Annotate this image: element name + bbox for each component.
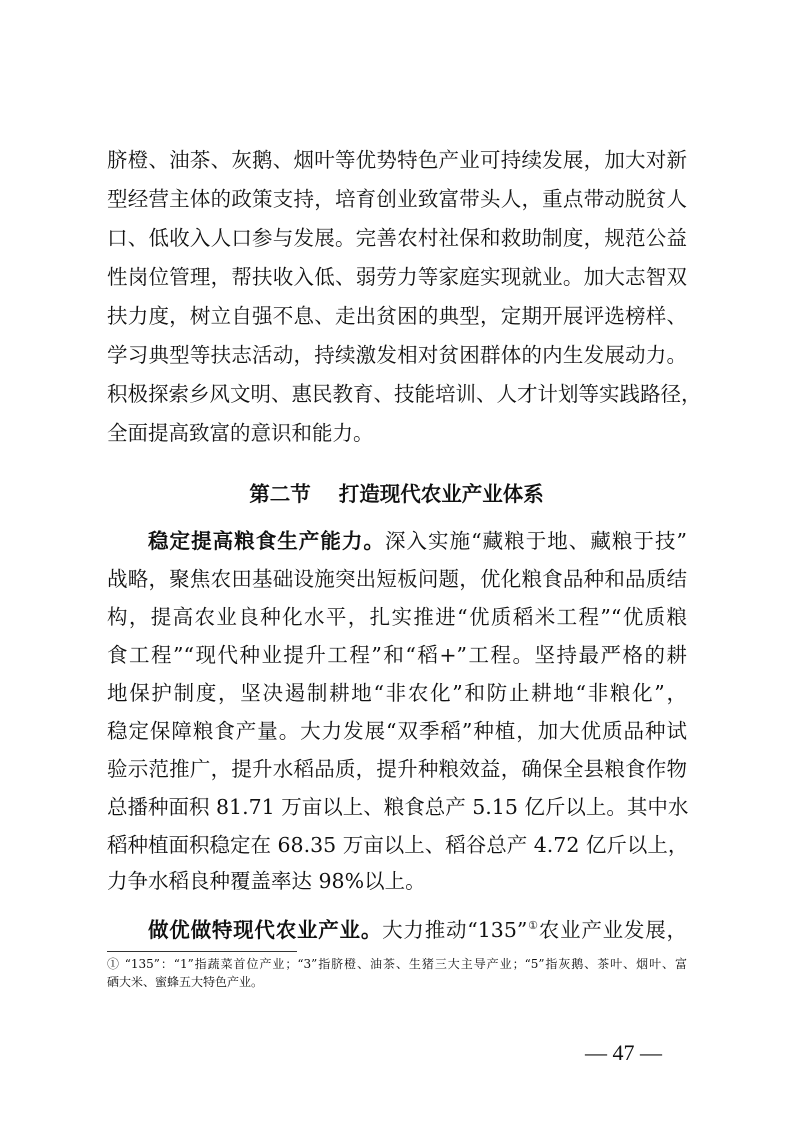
text-span: 深入实施“藏粮于地、藏粮于技” [384,529,687,553]
text-span: 大力推动“135” [382,918,528,942]
footnote-line: ① “135”：“1”指蔬菜首位产业；“3”指脐橙、油茶、生猪三大主导产业；“5”指灰鹅、茶叶、烟叶、富 [107,957,687,971]
text-line: 战略，聚焦农田基础设施突出短板问题，优化粮食品种和品质结 [107,567,687,591]
text-line: 构，提高农业良种化水平，扎实推进“优质稻米工程”“优质粮 [107,605,687,629]
text-line: 稳定保障粮食产量。大力发展“双季稻”种植，加大优质品种试 [107,719,687,743]
text-line: 脐橙、油茶、灰鹅、烟叶等优势特色产业可持续发展，加大对新 [107,148,687,172]
section-number: 第二节 [249,482,311,506]
text-line: 全面提高致富的意识和能力。 [107,421,374,445]
text-line: 食工程”“现代种业提升工程”和“稻+”工程。坚持最严格的耕 [107,643,687,667]
text-line: 力争水稻良种覆盖率达 98%以上。 [107,869,426,893]
text-line [148,529,687,553]
footnote-line: 硒大米、蜜蜂五大特色产业。 [107,975,264,989]
text-line: 总播种面积 81.71 万亩以上、粮食总产 5.15 亿斤以上。其中水 [107,795,689,819]
footnote-divider [107,951,297,952]
section-title: 打造现代农业产业体系 [338,482,544,506]
text-line: 扶力度，树立自强不息、走出贫困的典型，定期开展评选榜样、 [107,304,687,328]
text-line: 稻种植面积稳定在 68.35 万亩以上、稻谷总产 4.72 亿斤以上， [107,833,689,857]
text-line: 积极探索乡风文明、惠民教育、技能培训、人才计划等实践路径， [107,382,702,406]
section-heading [0,477,793,507]
text-span: 农业产业发展， [538,918,688,942]
paragraph-3 [148,914,687,942]
footnote-reference[interactable]: ① [527,919,539,932]
text-line: 地保护制度，坚决遏制耕地“非农化”和防止耕地“非粮化”， [107,681,687,705]
text-line: 学习典型等扶志活动，持续激发相对贫困群体的内生发展动力。 [107,343,687,367]
text-line: 型经营主体的政策支持，培育创业致富带头人，重点带动脱贫人 [107,187,687,211]
page-number: — 47 — [585,1040,662,1065]
text-line: 口、低收入人口参与发展。完善农村社保和救助制度，规范公益 [107,226,687,250]
text-line: 性岗位管理，帮扶收入低、弱劳力等家庭实现就业。加大志智双 [107,265,687,289]
text-line: 验示范推广，提升水稻品质，提升种粮效益，确保全县粮食作物 [107,757,687,781]
paragraph-lead: 稳定提高粮食生产能力。 [148,529,385,553]
paragraph-lead: 做优做特现代农业产业。 [148,918,383,942]
